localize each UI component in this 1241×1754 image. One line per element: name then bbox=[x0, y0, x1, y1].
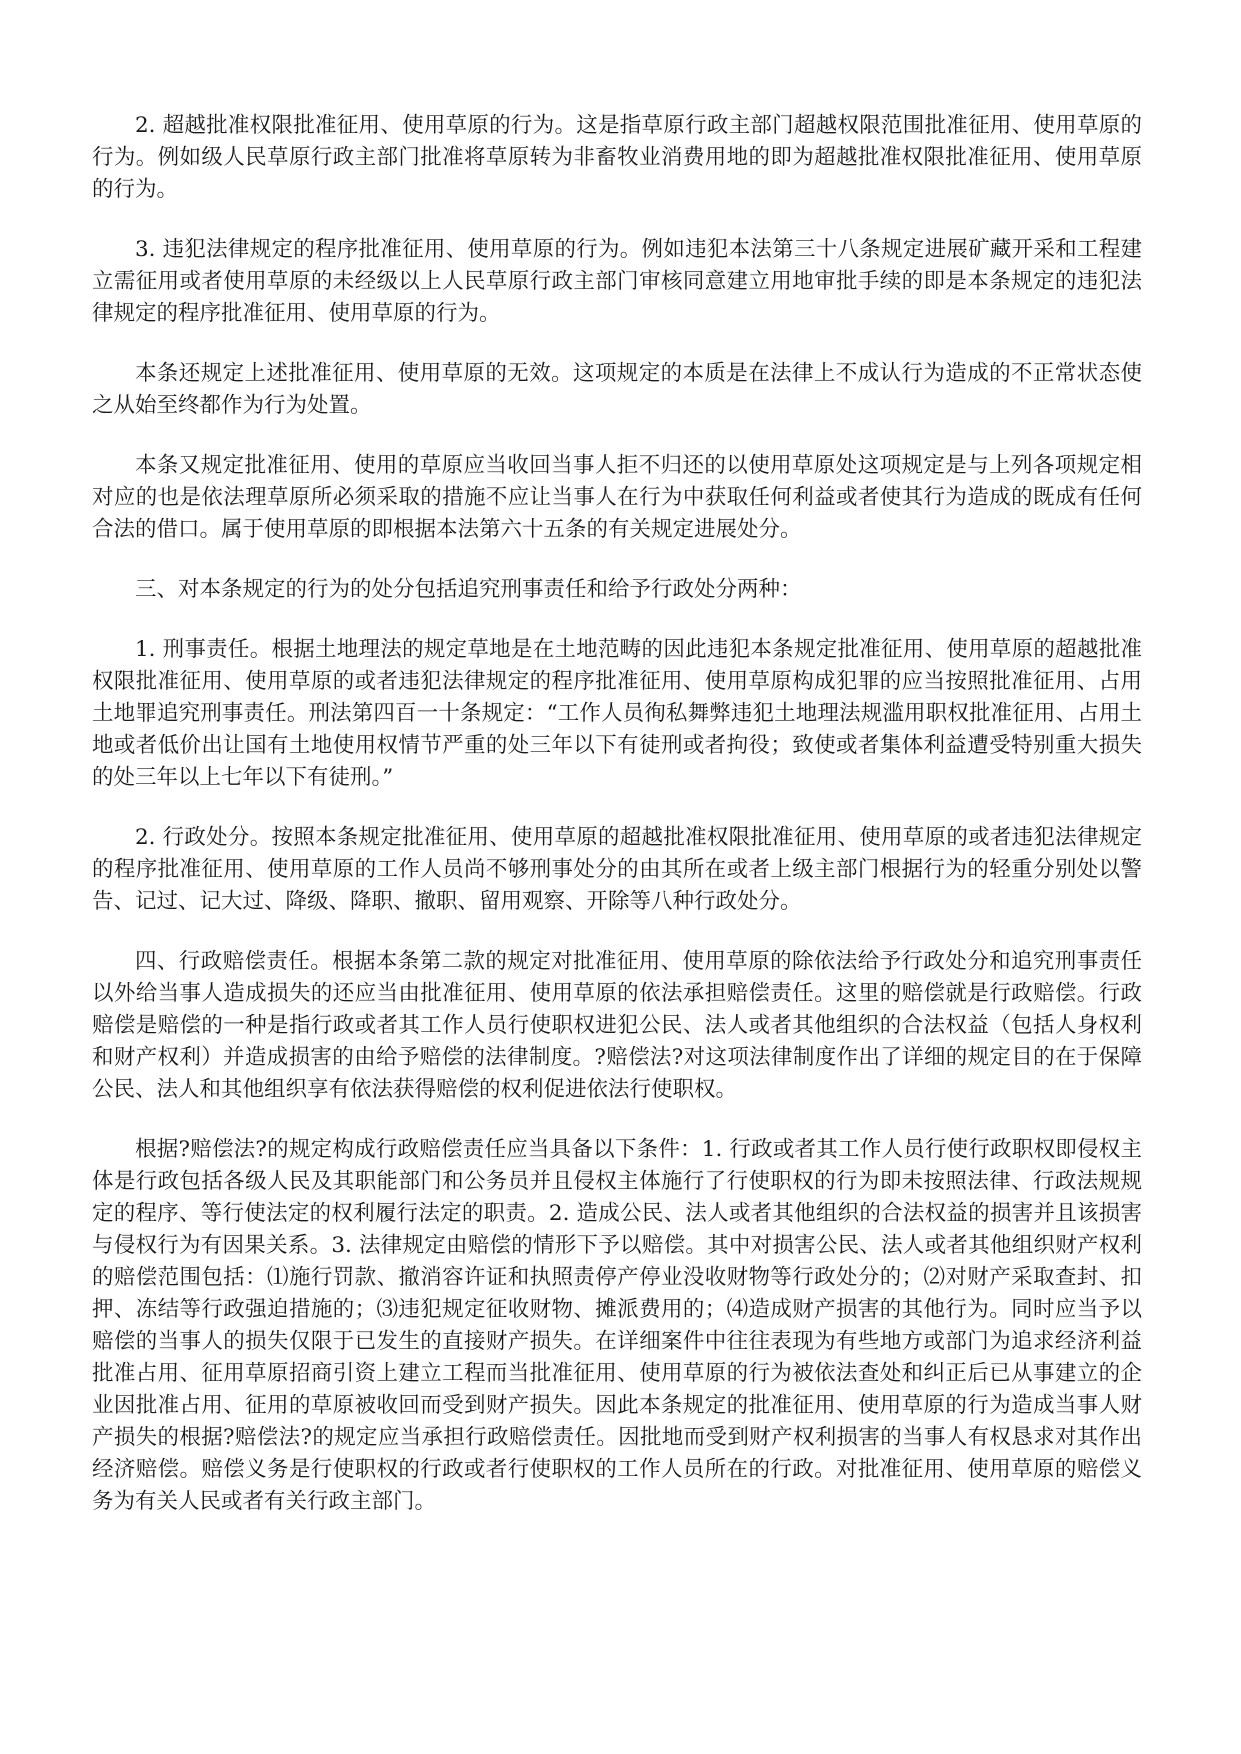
paragraph-9: 根据?赔偿法?的规定构成行政赔偿责任应当具备以下条件：1. 行政或者其工作人员行使行政职权即侵权主体是行政包括各级人民及其职能部门和公务员并且侵权主体施行了行使职权的行为即未按照法律、行政法规规定的程序、等行使法定的权利履行法定的职责。2. 造成公民、法人或者其他组织的合法权益的损害并且该损害与侵权行为有因果关系。3. 法律规定由赔偿的情形下予以赔偿。其中对损害公民、法人或者其他组织财产权利的赔偿范围包括：⑴施行罚款、撤消容许证和执照责停产停业没收财物等行政处分的；⑵对财产采取查封、扣押、冻结等行政强迫措施的；⑶违犯规定征收财物、摊派费用的；⑷造成财产损害的其他行为。同时应当予以赔偿的当事人的损失仅限于已发生的直接财产损失。在详细案件中往往表现为有些地方或部门为追求经济利益批准占用、征用草原招商引资上建立工程而当批准征用、使用草原的行为被依法查处和纠正后已从事建立的企业因批准占用、征用的草原被收回而受到财产损失。因此本条规定的批准征用、使用草原的行为造成当事人财产损失的根据?赔偿法?的规定应当承担行政赔偿责任。因批地而受到财产权利损害的当事人有权恳求对其作出经济赔偿。赔偿义务是行使职权的行政或者行使职权的工作人员所在的行政。对批准征用、使用草原的赔偿义务为有关人民或者有关行政主部门。 bbox=[92, 1137, 1142, 1514]
paragraph-7: 2. 行政处分。按照本条规定批准征用、使用草原的超越批准权限批准征用、使用草原的或者违犯法律规定的程序批准征用、使用草原的工作人员尚不够刑事处分的由其所在或者上级主部门根据行为的轻重分别处以警告、记过、记大过、降级、降职、撤职、留用观察、开除等八种行政处分。 bbox=[92, 825, 1142, 914]
document-page bbox=[92, 110, 1142, 1546]
paragraph-6: 1. 刑事责任。根据土地理法的规定草地是在土地范畴的因此违犯本条规定批准征用、使用草原的超越批准权限批准征用、使用草原的或者违犯法律规定的程序批准征用、使用草原构成犯罪的应当按照批准征用、占用土地罪追究刑事责任。刑法第四百一十条规定：“工作人员徇私舞弊违犯土地理法规滥用职权批准征用、占用土地或者低价出让国有土地使用权情节严重的处三年以下有徒刑或者拘役；致使或者集体利益遭受特别重大损失的处三年以上七年以下有徒刑。” bbox=[92, 637, 1142, 790]
paragraph-5: 三、对本条规定的行为的处分包括追究刑事责任和给予行政处分两种： bbox=[135, 577, 802, 602]
paragraph-8: 四、行政赔偿责任。根据本条第二款的规定对批准征用、使用草原的除依法给予行政处分和追究刑事责任以外给当事人造成损失的还应当由批准征用、使用草原的依法承担赔偿责任。这里的赔偿就是行政赔偿。行政赔偿是赔偿的一种是指行政或者其工作人员行使职权进犯公民、法人或者其他组织的合法权益（包括人身权利和财产权利）并造成损害的由给予赔偿的法律制度。?赔偿法?对这项法律制度作出了详细的规定目的在于保障公民、法人和其他组织享有依法获得赔偿的权利促进依法行使职权。 bbox=[92, 949, 1142, 1102]
paragraph-2: 3. 违犯法律规定的程序批准征用、使用草原的行为。例如违犯本法第三十八条规定进展矿藏开采和工程建立需征用或者使用草原的未经级以上人民草原行政主部门审核同意建立用地审批手续的即是本条规定的违犯法律规定的程序批准征用、使用草原的行为。 bbox=[92, 237, 1142, 326]
paragraph-3: 本条还规定上述批准征用、使用草原的无效。这项规定的本质是在法律上不成认行为造成的不正常状态使之从始至终都作为行为处置。 bbox=[92, 361, 1142, 418]
paragraph-4: 本条又规定批准征用、使用的草原应当收回当事人拒不归还的以使用草原处这项规定是与上列各项规定相对应的也是依法理草原所必须采取的措施不应让当事人在行为中获取任何利益或者使其行为造成的既成有任何合法的借口。属于使用草原的即根据本法第六十五条的有关规定进展处分。 bbox=[92, 453, 1142, 542]
paragraph-1: 2. 超越批准权限批准征用、使用草原的行为。这是指草原行政主部门超越权限范围批准征用、使用草原的行为。例如级人民草原行政主部门批准将草原转为非畜牧业消费用地的即为超越批准权限批准征用、使用草原的行为。 bbox=[92, 113, 1142, 202]
